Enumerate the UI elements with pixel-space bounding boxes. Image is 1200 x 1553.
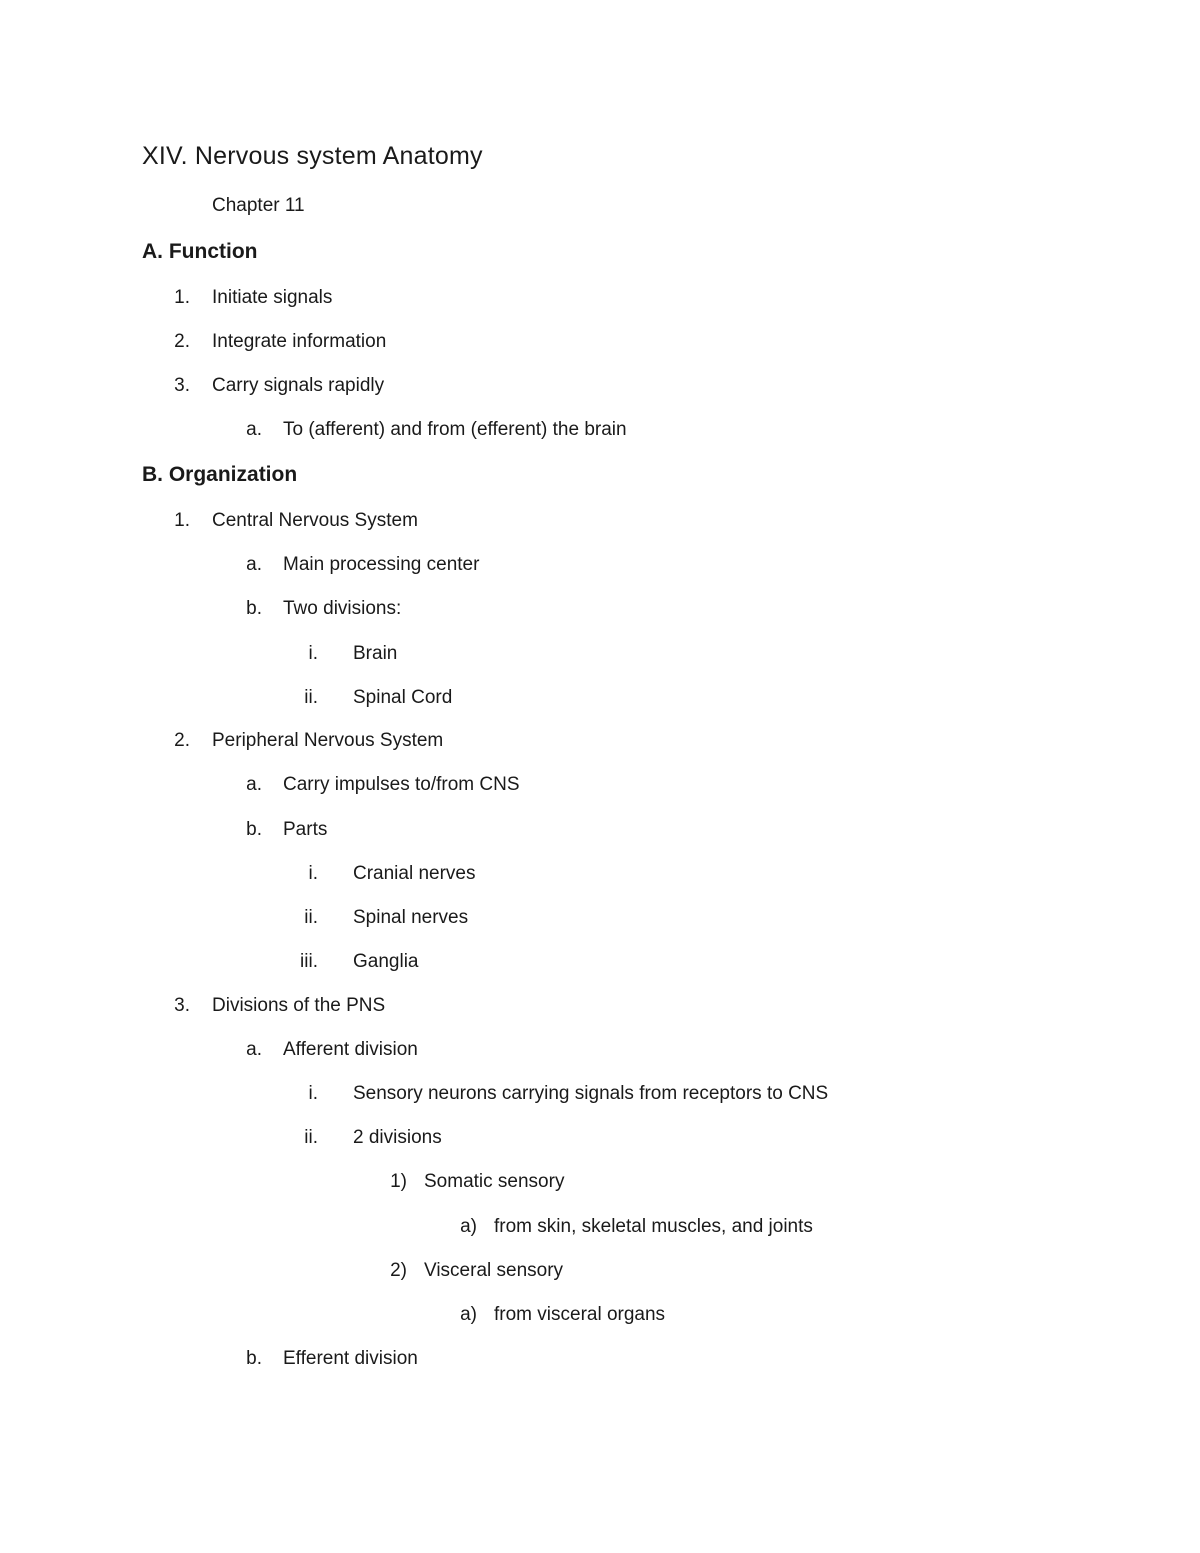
- list-text: Ganglia: [353, 951, 419, 972]
- list-text: Brain: [353, 643, 398, 664]
- list-marker: 3.: [174, 995, 190, 1016]
- list-marker: 1.: [174, 287, 190, 308]
- list-text: Efferent division: [283, 1348, 418, 1369]
- list-text: To (afferent) and from (efferent) the brain: [283, 419, 627, 440]
- list-marker: ii.: [304, 1127, 318, 1148]
- list-marker: a.: [246, 419, 262, 440]
- list-marker: i.: [308, 643, 318, 664]
- list-text: from skin, skeletal muscles, and joints: [494, 1216, 813, 1237]
- list-text: Central Nervous System: [212, 510, 418, 531]
- list-marker: b.: [246, 819, 262, 840]
- list-marker: a.: [246, 554, 262, 575]
- list-text: Spinal nerves: [353, 907, 469, 928]
- list-text: Main processing center: [283, 554, 480, 575]
- list-text: Divisions of the PNS: [212, 995, 386, 1016]
- list-marker: i.: [308, 863, 318, 884]
- list-text: Carry impulses to/from CNS: [283, 774, 520, 795]
- list-marker: ii.: [304, 907, 318, 928]
- list-marker: 1): [390, 1171, 407, 1192]
- list-marker: 2.: [174, 331, 190, 352]
- list-text: from visceral organs: [494, 1304, 666, 1325]
- list-text: Sensory neurons carrying signals from receptors to CNS: [353, 1083, 829, 1104]
- list-marker: b.: [246, 598, 262, 619]
- list-marker: a): [460, 1216, 477, 1237]
- list-marker: 3.: [174, 375, 190, 396]
- list-marker: i.: [308, 1083, 318, 1104]
- list-marker: ii.: [304, 687, 318, 708]
- list-marker: a.: [246, 1039, 262, 1060]
- list-text: Afferent division: [283, 1039, 418, 1060]
- list-marker: 1.: [174, 510, 190, 531]
- list-text: Initiate signals: [212, 287, 333, 308]
- list-text: Peripheral Nervous System: [212, 730, 444, 751]
- list-text: 2 divisions: [353, 1127, 442, 1148]
- list-marker: 2): [390, 1260, 407, 1281]
- document-title: XIV. Nervous system Anatomy: [142, 142, 483, 170]
- list-marker: a): [460, 1304, 477, 1325]
- list-text: Somatic sensory: [424, 1171, 565, 1192]
- list-text: Carry signals rapidly: [212, 375, 385, 396]
- list-marker: iii.: [300, 951, 318, 972]
- list-marker: 2.: [174, 730, 190, 751]
- list-text: Visceral sensory: [424, 1260, 564, 1281]
- list-text: Spinal Cord: [353, 687, 453, 708]
- list-text: Two divisions:: [283, 598, 402, 619]
- chapter-label: Chapter 11: [212, 195, 305, 216]
- section-b-heading: B. Organization: [142, 463, 298, 486]
- section-a-heading: A. Function: [142, 240, 258, 263]
- list-text: Parts: [283, 819, 328, 840]
- list-marker: a.: [246, 774, 262, 795]
- list-marker: b.: [246, 1348, 262, 1369]
- list-text: Cranial nerves: [353, 863, 476, 884]
- list-text: Integrate information: [212, 331, 387, 352]
